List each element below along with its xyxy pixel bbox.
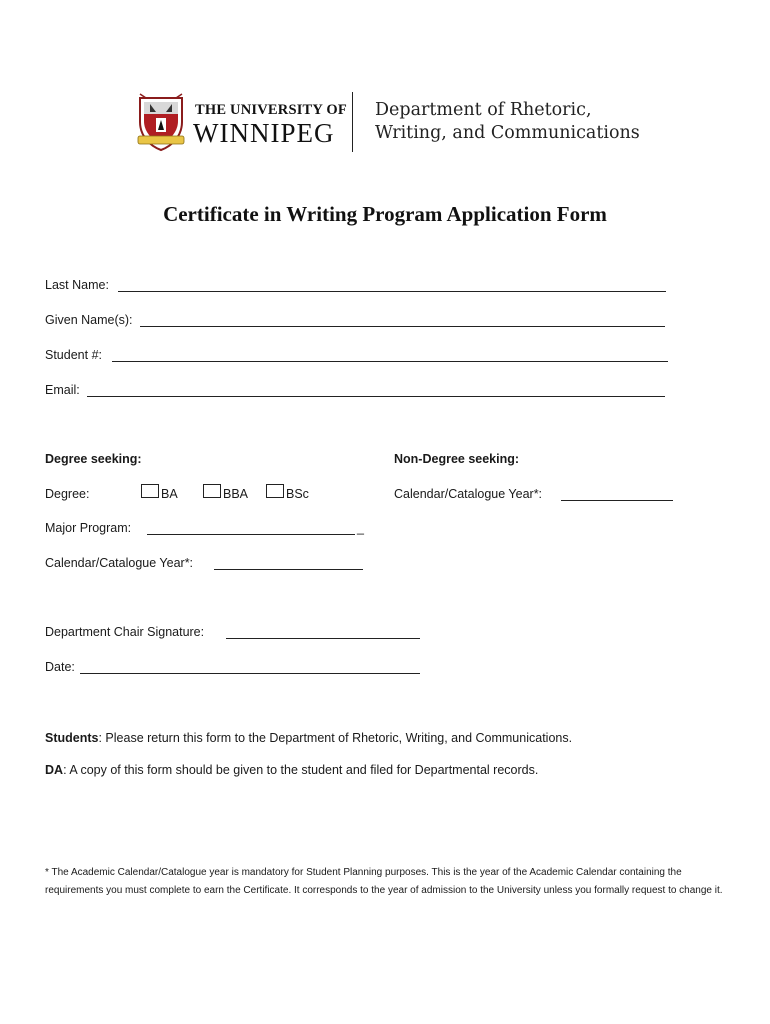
bba-option-label: BBA xyxy=(223,487,249,501)
students-note-label: Students xyxy=(45,731,99,745)
bsc-checkbox[interactable] xyxy=(266,484,284,498)
da-note-label: DA xyxy=(45,763,64,777)
email-field[interactable] xyxy=(87,396,665,397)
department-name-line2: Writing, and Communications xyxy=(375,123,640,143)
student-number-label: Student #: xyxy=(45,348,102,362)
date-field[interactable] xyxy=(80,673,420,674)
given-names-label: Given Name(s): xyxy=(45,313,133,327)
non-degree-seeking-heading: Non-Degree seeking: xyxy=(394,452,520,466)
ba-option-label: BA xyxy=(161,487,178,501)
students-note xyxy=(45,729,725,747)
chair-signature-label: Department Chair Signature: xyxy=(45,625,205,639)
last-name-label: Last Name: xyxy=(45,278,109,292)
degree-calendar-year-label: Calendar/Catalogue Year*: xyxy=(45,556,194,570)
footnote: * The Academic Calendar/Catalogue year is mandatory for Student Planning purposes. This is the year of the Academic Calendar containing the requirements you must complete to earn the Certificate. It corresponds to the year of admission to the University unless you formally request to change it. xyxy=(45,867,723,896)
students-note-text: : Please return this form to the Department of Rhetoric, Writing, and Communications. xyxy=(98,731,573,745)
degree-calendar-year-field[interactable] xyxy=(214,569,363,570)
degree-label: Degree: xyxy=(45,487,90,501)
major-program-field[interactable] xyxy=(147,534,355,535)
non-degree-calendar-year-label: Calendar/Catalogue Year*: xyxy=(394,487,543,501)
da-note xyxy=(45,761,725,779)
non-degree-calendar-year-field[interactable] xyxy=(561,500,673,501)
date-label: Date: xyxy=(45,660,75,674)
email-label: Email: xyxy=(45,383,80,397)
major-program-label: Major Program: xyxy=(45,521,132,535)
university-name-line2: WINNIPEG xyxy=(193,118,335,148)
student-number-field[interactable] xyxy=(112,361,668,362)
logo-divider xyxy=(352,92,353,152)
degree-seeking-heading: Degree seeking: xyxy=(45,452,142,466)
given-names-field[interactable] xyxy=(140,326,665,327)
form-title: Certificate in Writing Program Application Form xyxy=(163,202,607,226)
bba-checkbox[interactable] xyxy=(203,484,221,498)
ba-checkbox[interactable] xyxy=(141,484,159,498)
bsc-option-label: BSc xyxy=(286,487,309,501)
da-note-text: : A copy of this form should be given to the student and filed for Departmental records. xyxy=(63,763,539,777)
university-crest-icon xyxy=(136,92,186,152)
last-name-field[interactable] xyxy=(118,291,666,292)
major-program-trailing-underscore: _ xyxy=(357,521,364,535)
chair-signature-field[interactable] xyxy=(226,638,420,639)
university-name-line1: THE UNIVERSITY OF xyxy=(195,102,347,118)
department-name-line1: Department of Rhetoric, xyxy=(375,100,592,120)
